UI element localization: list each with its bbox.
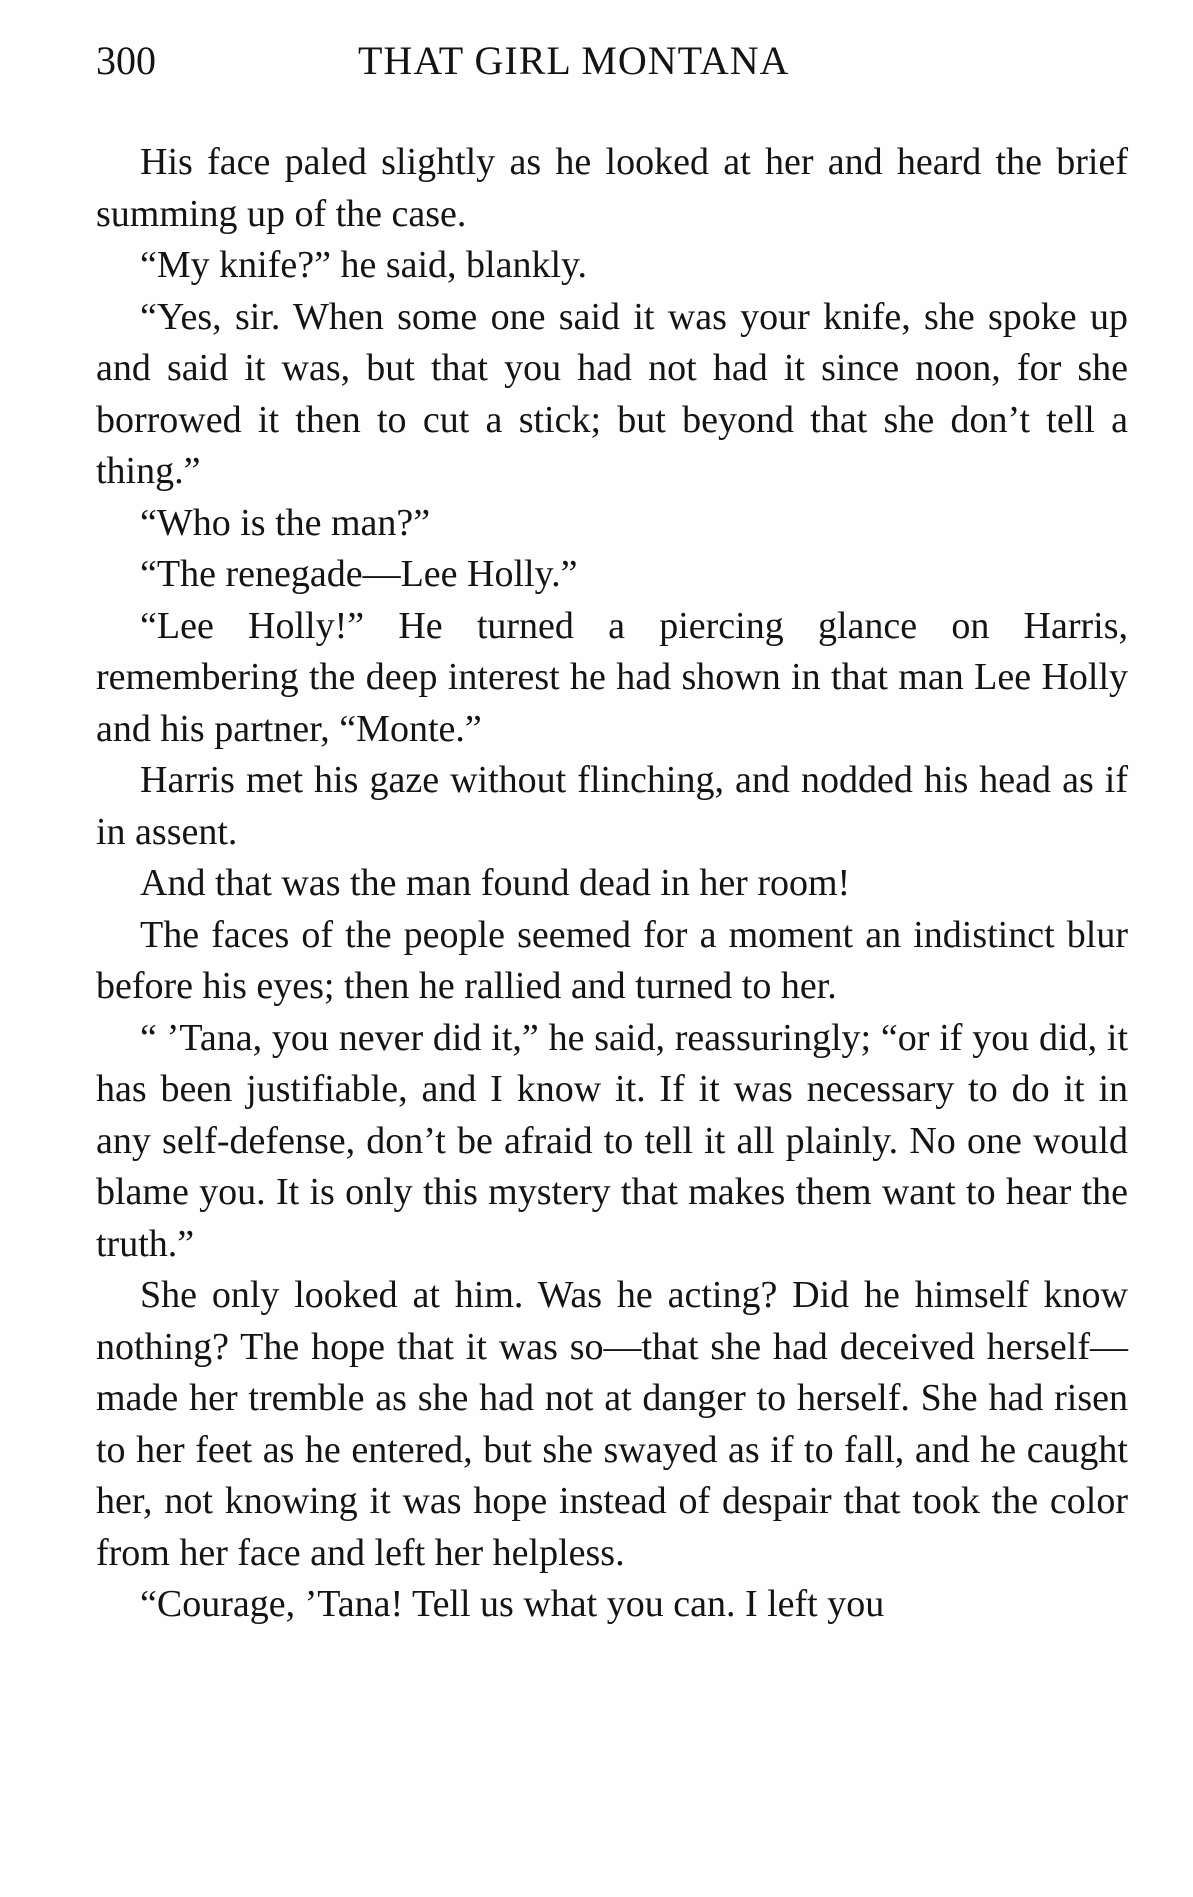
running-head <box>96 36 1128 86</box>
paragraph: Harris met his gaze without flinching, and nodded his head as if in assent. <box>96 759 1128 853</box>
page-number: 300 <box>96 38 156 83</box>
paragraph: The faces of the people seemed for a moment an indistinct blur before his eyes; then he rallied and turned to her. <box>96 913 1128 1007</box>
body-text <box>96 137 1128 1631</box>
paragraph: “Yes, sir. When some one said it was your knife, she spoke up and said it was, but that you had not had it since noon, for she borrowed it then to cut a stick; but beyond that she don’t tell a thing.” <box>96 295 1128 492</box>
paragraph-last: “Courage, ’Tana! Tell us what you can. I left you <box>140 1583 885 1625</box>
paragraph: “ ’Tana, you never did it,” he said, reassuringly; “or if you did, it has been justifiable, and I know it. If it was necessary to do it in any self-defense, don’t be afraid to tell it all plainly. No one would blame you. It is only this mystery that makes them want to hear the truth.” <box>96 1016 1128 1265</box>
paragraph: She only looked at him. Was he acting? Did he himself know nothing? The hope that it was so—that she had deceived herself—made her tremble as she had not at danger to herself. She had risen to her feet as he entered, but she swayed as if to fall, and he caught her, not knowing it was hope instead of despair that took the color from her face and left her helpless. <box>96 1274 1128 1574</box>
paragraph: “My knife?” he said, blankly. <box>140 244 588 286</box>
paragraph: His face paled slightly as he looked at her and heard the brief summing up of the case. <box>96 141 1128 235</box>
paragraph: “The renegade—Lee Holly.” <box>140 553 578 595</box>
paragraph: “Lee Holly!” He turned a piercing glance on Harris, remembering the deep interest he had shown in that man Lee Holly and his partner, “Monte.” <box>96 604 1128 750</box>
paragraph: And that was the man found dead in her room! <box>140 862 851 904</box>
paragraph: “Who is the man?” <box>140 501 431 544</box>
running-title: THAT GIRL MONTANA <box>358 38 790 83</box>
